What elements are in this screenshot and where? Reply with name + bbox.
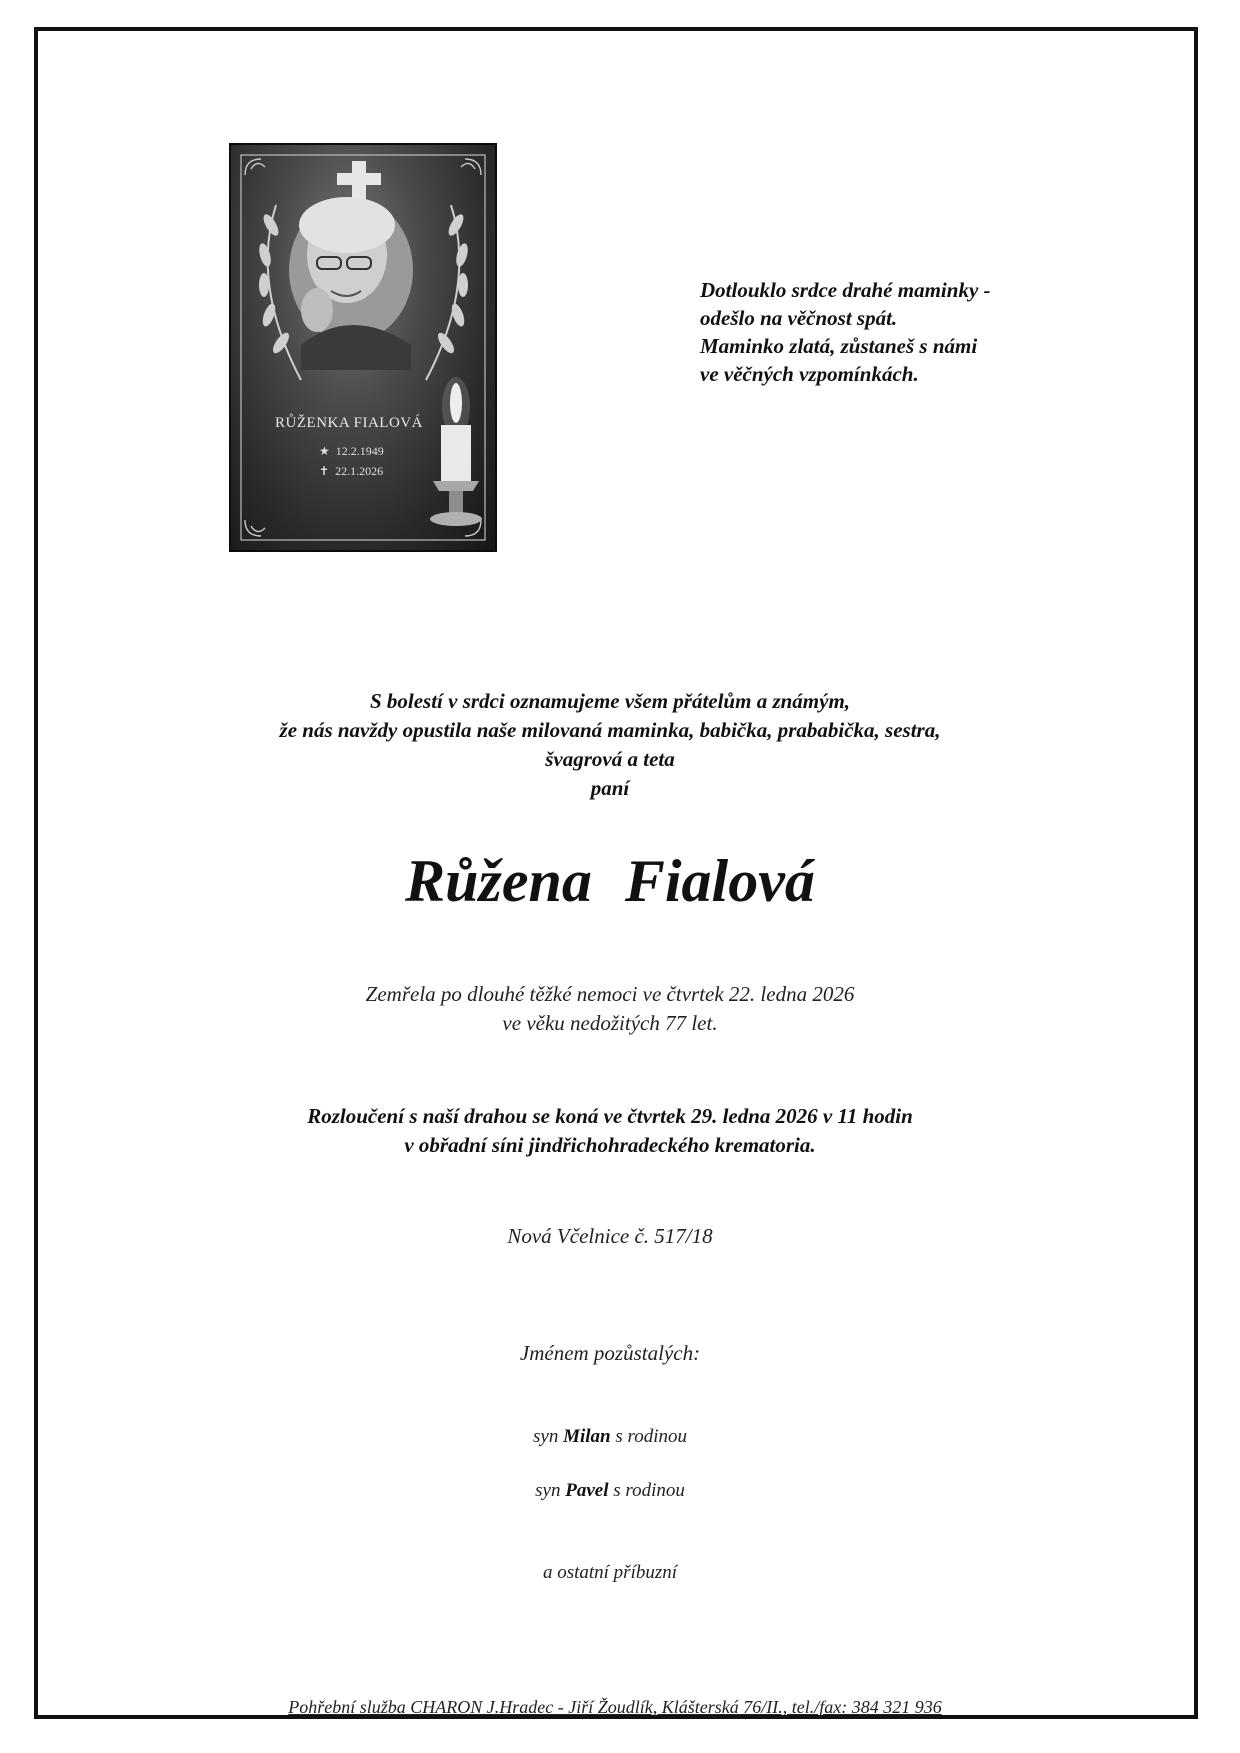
funeral-service-footer: Pohřební služba CHARON J.Hradec - Jiří Žoudlík, Klášterská 76/II., tel./fax: 384 321 936 [288, 1697, 942, 1717]
plaque-name: RŮŽENKA FIALOVÁ [275, 415, 423, 431]
on-behalf-heading: Jménem pozůstalých: [519, 1341, 701, 1365]
survivor-item [40, 1424, 1180, 1450]
survivor-suffix: s rodinou [613, 1480, 685, 1501]
farewell-info [40, 1102, 1180, 1160]
death-info-line: ve věku nedožitých 77 let. [502, 1011, 718, 1035]
death-info [40, 980, 1180, 1038]
plaque-death-date [319, 464, 383, 479]
farewell-line: v obřadní síni jindřichohradeckého krematoria. [404, 1133, 816, 1157]
poem-line: ve věčných vzpomínkách. [700, 362, 919, 386]
survivor-name: Pavel [565, 1480, 609, 1501]
survivor-suffix: s rodinou [615, 1426, 687, 1447]
survivor-prefix: syn [533, 1426, 559, 1447]
poem-line: Dotlouklo srdce drahé maminky - [700, 278, 991, 302]
address: Nová Včelnice č. 517/18 [507, 1224, 713, 1248]
birth-date: 12.2.1949 [335, 444, 384, 458]
plaque-artwork [231, 145, 497, 552]
survivor-name: Milan [563, 1426, 611, 1447]
memorial-poem [700, 276, 1120, 388]
death-date: 22.1.2026 [335, 464, 384, 478]
portrait-image [289, 197, 413, 370]
memorial-photo-plaque [229, 143, 497, 552]
announcement-line: že nás navždy opustila naše milovaná maminka, babička, prababička, sestra, [279, 718, 941, 742]
announcement-line: paní [590, 776, 630, 800]
plaque-birth-date [319, 444, 384, 459]
other-relatives: a ostatní příbuzní [542, 1562, 678, 1583]
candle-icon [430, 377, 482, 526]
cross-symbol-icon: ✝ [319, 464, 330, 478]
announcement-line: švagrová a teta [545, 747, 675, 771]
death-info-line: Zemřela po dlouhé těžké nemoci ve čtvrtek 22. ledna 2026 [365, 982, 855, 1006]
poem-line: Maminko zlatá, zůstaneš s námi [700, 334, 978, 358]
poem-line: odešlo na věčnost spát. [700, 306, 898, 330]
survivor-prefix: syn [535, 1480, 561, 1501]
deceased-name: Růžena Fialová [405, 848, 815, 914]
survivor-item [40, 1478, 1180, 1504]
farewell-line: Rozloučení s naší drahou se koná ve čtvrtek 29. ledna 2026 v 11 hodin [307, 1104, 913, 1128]
announcement [40, 687, 1180, 803]
announcement-line: S bolestí v srdci oznamujeme všem přátelům a známým, [369, 689, 851, 713]
star-icon: ★ [319, 444, 330, 458]
